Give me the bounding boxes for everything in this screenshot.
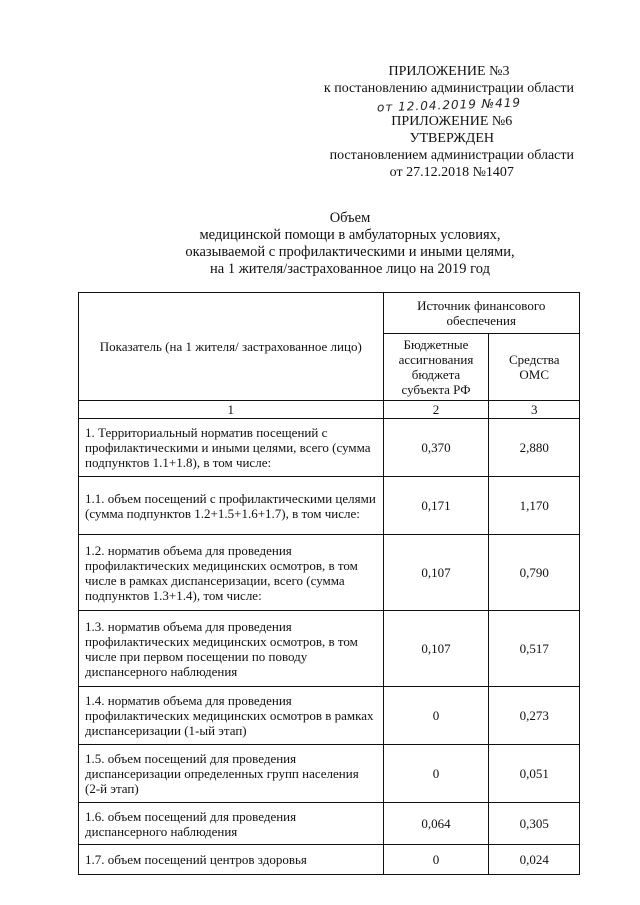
volume-table xyxy=(78,292,580,875)
approved-by: постановлением администрации области xyxy=(329,148,574,163)
row-indicator: 1.7. объем посещений центров здоровья xyxy=(79,845,384,875)
header-budget: Бюджетные ассигнования бюджета субъекта РФ xyxy=(383,334,489,401)
table-row xyxy=(79,845,580,875)
row-budget: 0,064 xyxy=(383,803,489,845)
table-row xyxy=(79,745,580,803)
row-indicator: 1.4. норматив объема для проведения профилактических медицинских осмотров в рамках диспансеризации (1-ый этап) xyxy=(79,687,384,745)
handwritten-date-number: от 12.04.2019 №419 xyxy=(376,95,522,115)
row-budget: 0,370 xyxy=(383,419,489,477)
row-oms: 0,024 xyxy=(489,845,580,875)
row-budget: 0,171 xyxy=(383,477,489,535)
row-oms: 0,517 xyxy=(489,611,580,687)
row-budget: 0 xyxy=(383,687,489,745)
approved-date: от 27.12.2018 №1407 xyxy=(389,165,514,180)
row-indicator: 1.3. норматив объема для проведения профилактических медицинских осмотров, в том числе при первом посещении по поводу диспансерного наблюдения xyxy=(79,611,384,687)
table-row xyxy=(79,611,580,687)
row-oms: 2,880 xyxy=(489,419,580,477)
row-budget: 0,107 xyxy=(383,611,489,687)
header-oms: Средства ОМС xyxy=(489,334,580,401)
column-number-2: 2 xyxy=(383,401,489,419)
title-line-2: медицинской помощи в амбулаторных условиях, xyxy=(199,227,501,243)
row-budget: 0,107 xyxy=(383,535,489,611)
table-row xyxy=(79,477,580,535)
table-row xyxy=(79,535,580,611)
row-indicator: 1.1. объем посещений с профилактическими целями (сумма подпунктов 1.2+1.5+1.6+1.7), в том числе: xyxy=(79,477,384,535)
approved-label: УТВЕРЖДЕН xyxy=(409,131,494,146)
appendix-3-label: ПРИЛОЖЕНИЕ №3 xyxy=(388,64,510,79)
header-top xyxy=(324,63,574,114)
row-oms: 0,305 xyxy=(489,803,580,845)
table-row xyxy=(79,803,580,845)
title-line-1: Объем xyxy=(329,210,371,226)
row-oms: 1,170 xyxy=(489,477,580,535)
row-indicator: 1. Территориальный норматив посещений с профилактическими и иными целями, всего (сумма подпунктов 1.1+1.8), в том числе: xyxy=(79,419,384,477)
header-second xyxy=(330,113,574,181)
row-indicator: 1.6. объем посещений для проведения диспансерного наблюдения xyxy=(79,803,384,845)
header-indicator: Показатель (на 1 жителя/ застрахованное лицо) xyxy=(79,293,384,401)
row-budget: 0 xyxy=(383,845,489,875)
row-oms: 0,051 xyxy=(489,745,580,803)
row-budget: 0 xyxy=(383,745,489,803)
column-number-3: 3 xyxy=(489,401,580,419)
table-row xyxy=(79,687,580,745)
header-source: Источник финансового обеспечения xyxy=(383,293,580,334)
appendix-3-subtitle: к постановлению администрации области xyxy=(323,81,574,96)
title-line-4: на 1 жителя/застрахованное лицо на 2019 год xyxy=(210,261,490,277)
title-line-3: оказываемой с профилактическими и иными целями, xyxy=(185,244,515,260)
row-oms: 0,790 xyxy=(489,535,580,611)
row-indicator: 1.2. норматив объема для проведения профилактических медицинских осмотров, в том числе в рамках диспансеризации, всего (сумма подпунктов 1.3+1.4), том числе: xyxy=(79,535,384,611)
row-oms: 0,273 xyxy=(489,687,580,745)
document-title xyxy=(120,210,580,278)
table-row xyxy=(79,419,580,477)
appendix-6-label: ПРИЛОЖЕНИЕ №6 xyxy=(391,114,513,129)
column-number-1: 1 xyxy=(79,401,384,419)
row-indicator: 1.5. объем посещений для проведения диспансеризации определенных групп населения (2-й этап) xyxy=(79,745,384,803)
